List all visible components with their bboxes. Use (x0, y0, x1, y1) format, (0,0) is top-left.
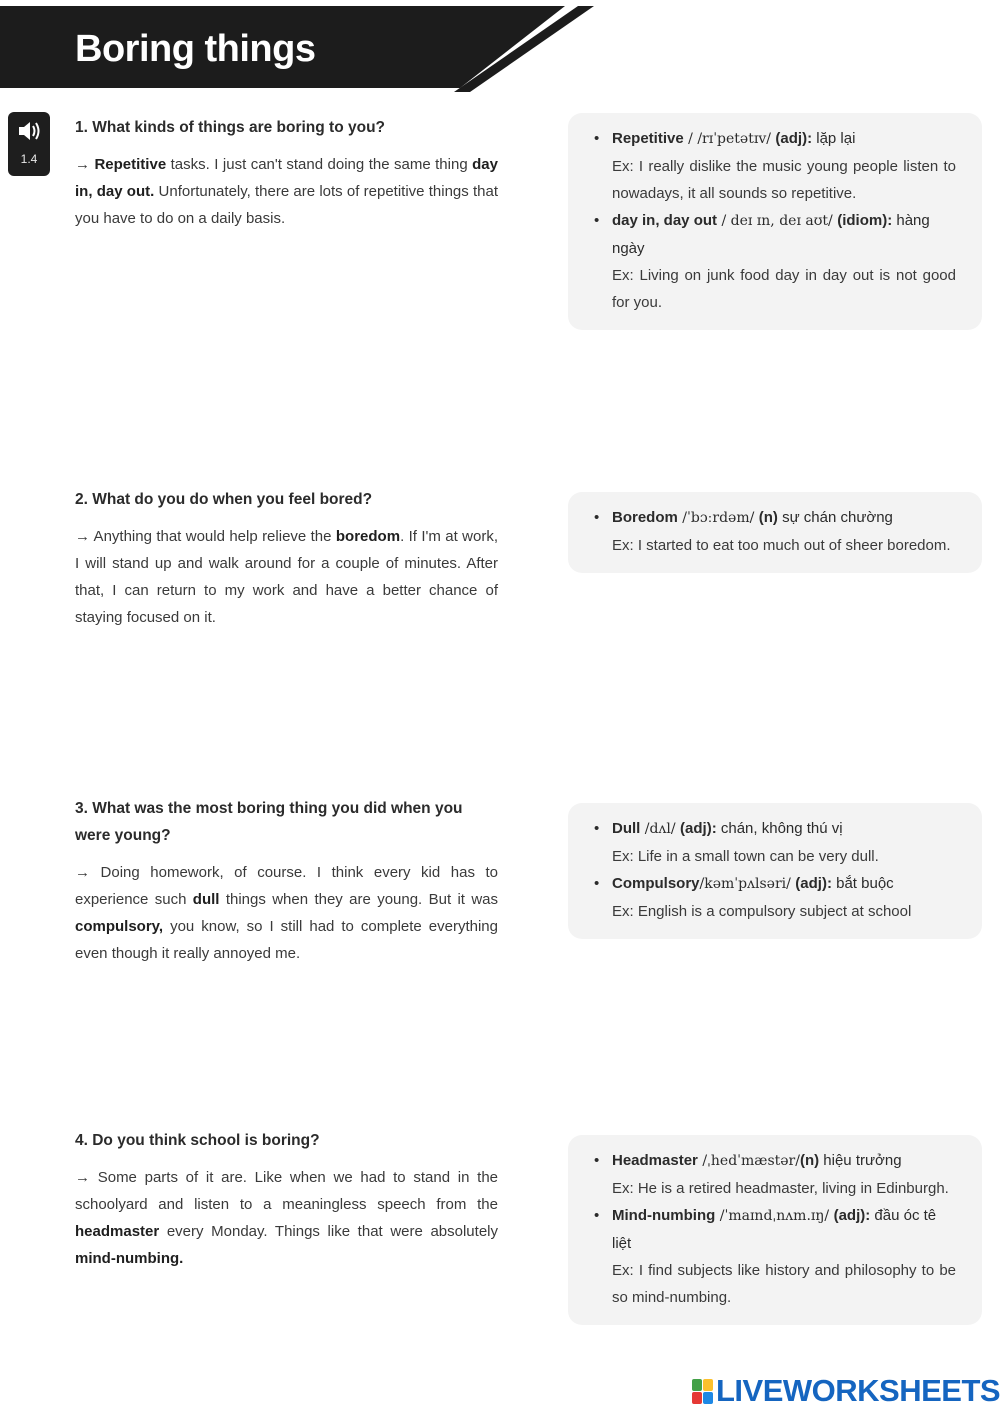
vocab-word: Repetitive (612, 130, 684, 147)
vocab-box-3 (568, 803, 982, 939)
vocab-entry (594, 870, 956, 925)
question-4: 4. Do you think school is boring? (75, 1132, 320, 1149)
answer-3 (75, 859, 498, 967)
answer-text: → Some parts of it are. Like when we had to stand in the schoolyard and listen to a meaningless speech from the (75, 1169, 498, 1213)
question-block-2 (75, 486, 498, 631)
vocab-word: Headmaster (612, 1152, 698, 1169)
vocab-entry (594, 1147, 956, 1202)
vocab-ipa: /dʌl/ (640, 821, 681, 837)
vocab-example: Ex: I find subjects like history and philosophy to be so mind-numbing. (612, 1262, 956, 1306)
answer-keyword: dull (192, 891, 220, 908)
vocab-meaning: chán, không thú vị (716, 820, 843, 837)
vocab-example: Ex: I really dislike the music young people listen to nowadays, it all sounds so repetitive. (612, 158, 956, 202)
answer-keyword: headmaster (75, 1223, 160, 1240)
vocab-word: day in, day out (612, 212, 718, 229)
answer-text: Unfortunately, there are lots of repetitive things that you have to do on a daily basis. (75, 183, 499, 227)
vocab-meaning: hàng ngày (612, 212, 930, 257)
answer-text: . If I'm at work, I will stand up and walk around for a couple of minutes. After that, I can return to my work and have a better chance of staying focused on it. (75, 528, 498, 626)
audio-track-number: 1.4 (20, 152, 38, 166)
vocab-word: Mind-numbing (612, 1207, 716, 1224)
vocab-meaning: đầu óc tê liệt (612, 1207, 937, 1252)
answer-text: → (75, 156, 95, 173)
vocab-example: Ex: I started to eat too much out of sheer boredom. (612, 537, 951, 554)
bullet-icon: • (594, 1152, 600, 1169)
question-block-4 (75, 1127, 498, 1272)
vocab-example: Ex: Living on junk food day in day out is not good for you. (612, 267, 956, 311)
vocab-box-2 (568, 492, 982, 573)
vocab-meaning: sự chán chường (777, 509, 893, 526)
bullet-icon: • (594, 820, 600, 837)
audio-button[interactable] (8, 112, 50, 176)
logo-text: LIVEWORKSHEETS (716, 1373, 1000, 1408)
answer-keyword: mind-numbing. (75, 1250, 184, 1267)
answer-text: → Anything that would help relieve the (75, 528, 336, 545)
bullet-icon: • (594, 212, 600, 229)
answer-text: tasks. I just can't stand doing the same thing (166, 156, 473, 173)
vocab-entry (594, 207, 956, 316)
answer-keyword: Repetitive (94, 156, 167, 173)
header-banner (0, 0, 1000, 100)
vocab-entry (594, 815, 956, 870)
answer-text: you know, so I still had to complete everything even though it really annoyed me. (75, 918, 498, 962)
vocab-example: Ex: He is a retired headmaster, living in Edinburgh. (612, 1180, 949, 1197)
vocab-pos: (adj): (795, 875, 832, 892)
speaker-icon (17, 120, 41, 142)
vocab-word: Dull (612, 820, 641, 837)
bullet-icon: • (594, 130, 600, 147)
vocab-ipa: /ˌhedˈmæstər/ (697, 1153, 800, 1169)
liveworksheets-logo[interactable] (692, 1373, 1000, 1409)
vocab-entry (594, 125, 956, 207)
vocab-ipa: /kəmˈpʌlsəri/ (699, 876, 796, 892)
answer-keyword: day in, day out. (75, 156, 498, 200)
question-1: 1. What kinds of things are boring to you? (75, 119, 385, 136)
bullet-icon: • (594, 509, 600, 526)
vocab-pos: (n) (799, 1152, 820, 1169)
answer-2 (75, 523, 498, 631)
vocab-pos: (adj): (833, 1207, 871, 1224)
vocab-meaning: hiệu trưởng (819, 1152, 902, 1169)
question-block-3 (75, 795, 498, 967)
vocab-meaning: bắt buộc (831, 875, 894, 892)
vocab-pos: (adj): (680, 820, 717, 837)
logo-mark-icon (692, 1379, 714, 1405)
vocab-pos: (adj): (775, 130, 813, 147)
page-title: Boring things (75, 28, 316, 70)
vocab-meaning: lặp lại (812, 130, 856, 147)
answer-4 (75, 1164, 498, 1272)
answer-keyword: compulsory, (75, 918, 164, 935)
vocab-box-1 (568, 113, 982, 330)
vocab-entry (594, 504, 956, 559)
vocab-pos: (n) (758, 509, 778, 526)
question-block-1 (75, 114, 498, 232)
answer-1 (75, 151, 498, 232)
answer-keyword: boredom (335, 528, 401, 545)
vocab-box-4 (568, 1135, 982, 1325)
bullet-icon: • (594, 1207, 600, 1224)
vocab-ipa: / /rɪˈpetətɪv/ (683, 131, 776, 147)
answer-text: things when they are young. But it was (219, 891, 499, 908)
vocab-pos: (idiom): (837, 212, 893, 229)
answer-text: every Monday. Things like that were absolutely (159, 1223, 498, 1240)
vocab-ipa: /ˈbɔːrdəm/ (677, 510, 759, 526)
bullet-icon: • (594, 875, 600, 892)
vocab-example: Ex: English is a compulsory subject at school (612, 903, 912, 920)
question-2: 2. What do you do when you feel bored? (75, 491, 373, 508)
question-3: 3. What was the most boring thing you did when you were young? (75, 800, 463, 844)
vocab-word: Boredom (612, 509, 678, 526)
vocab-example: Ex: Life in a small town can be very dull. (612, 848, 879, 865)
vocab-word: Compulsory (612, 875, 700, 892)
vocab-entry (594, 1202, 956, 1311)
vocab-ipa: /ˈmaɪndˌnʌm.ɪŋ/ (715, 1208, 834, 1224)
answer-text: → Doing homework, of course. I think every kid has to experience such (75, 864, 498, 908)
vocab-ipa: / deɪ ɪn, deɪ aʊt/ (717, 213, 838, 229)
